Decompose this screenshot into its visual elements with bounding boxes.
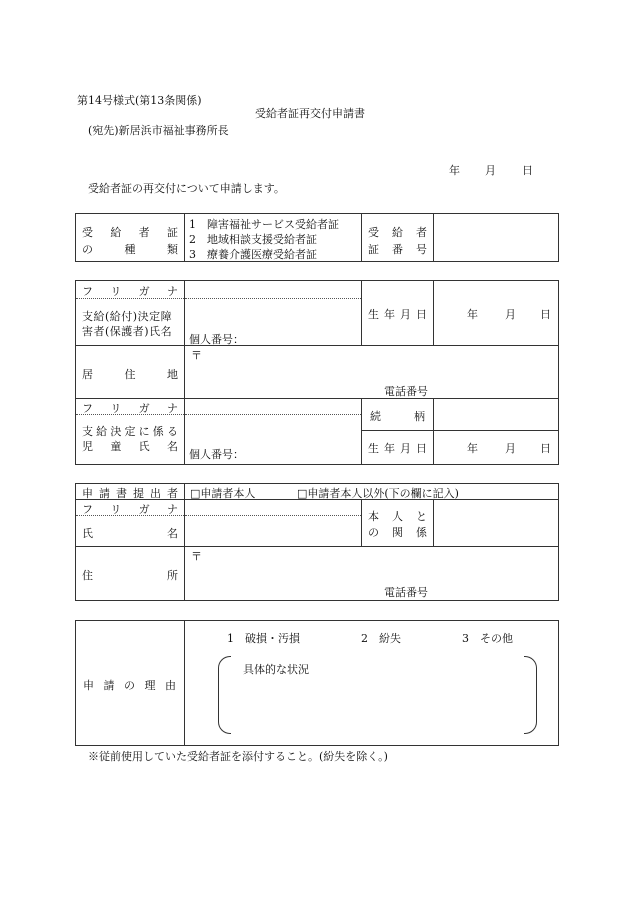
name-char: 名 [167,527,178,540]
birth-char: 月 [400,308,411,321]
reason-option-lost[interactable]: 2 紛失 [361,632,401,645]
relationship-char: 続 [370,410,381,423]
submitter-address-label-cell [76,547,185,601]
child-name-label-cell [76,399,185,465]
child-label-char: 給 [96,425,108,438]
child-birth-field[interactable] [434,431,559,465]
intro-text: 受給者証の再交付について申請します。 [88,182,285,195]
birth-char: 日 [416,442,427,455]
birth-char: 生 [368,308,379,321]
form-number: 第14号様式(第13条関係) [77,94,202,107]
birth-char: 月 [400,442,411,455]
certificate-number-label-cell [362,214,434,262]
birth-year-label: 年 [467,308,478,321]
furigana-char: ガ [138,503,150,516]
certificate-type-label-cell [76,214,185,262]
postal-mark: 〒 [191,349,202,362]
relationship-char: 柄 [414,410,425,423]
cert-num-char: 給 [392,226,403,239]
birth-char: 年 [384,308,395,321]
address-char: 居 [82,368,93,381]
cert-type-char: 給 [110,226,122,239]
cert-type-char: 受 [82,226,93,239]
child-personal-number-label: 個人番号： [189,448,244,461]
address-char: 住 [124,368,136,381]
cert-type-char: 者 [138,226,150,239]
cert-num-char: 番 [392,243,403,256]
furigana-char: ガ [138,285,150,298]
cert-type-char: の [82,243,93,256]
submitter-char: 書 [116,487,127,500]
birth-day-label: 日 [540,308,551,321]
bracket-left [218,656,231,734]
submitter-char: 請 [99,487,110,500]
cert-num-char: 受 [368,226,379,239]
date-year-label: 年 [449,164,460,177]
furigana-char: リ [110,285,122,298]
child-label-char: 定 [124,425,136,438]
reason-char: 申 [83,679,94,692]
submitter-table [75,483,559,601]
child-name-field[interactable] [185,399,362,465]
reason-char: 理 [144,679,156,692]
child-birth-month-label: 月 [505,442,516,455]
child-birth-label-cell [362,431,434,465]
cert-num-char: 証 [368,243,379,256]
submitter-name-label-cell [76,500,185,547]
reason-char: の [124,679,135,692]
reason-char: 由 [165,679,176,692]
birth-month-label: 月 [505,308,516,321]
address-char: 所 [167,569,178,582]
child-label-char: 氏 [138,440,150,453]
child-label-char: 名 [166,440,178,453]
cert-option-3: 3 療養介護医療受給者証 [189,248,317,261]
reason-table [75,620,559,746]
bracket-right [524,656,537,734]
child-label-char: る [166,425,178,438]
date-day-label: 日 [522,164,533,177]
cert-option-2: 2 地域相談支援受給者証 [189,233,317,246]
relation-char: の [368,526,379,539]
submitter-relation-label-cell [362,500,434,547]
form-title: 受給者証再交付申請書 [255,107,365,120]
child-label-char: 児 [82,440,93,453]
certificate-number-field[interactable] [434,214,559,262]
cert-type-char: 種 [124,243,136,256]
recipient-name-label-2: 害者(保護者)氏名 [82,325,173,338]
cert-type-char: 証 [166,226,178,239]
furigana-char: ナ [166,503,178,516]
submitter-self-checkbox[interactable]: □申請者本人 [190,487,256,500]
furigana-char: フ [82,285,93,298]
child-relationship-label-cell [362,399,434,431]
recipient-birth-label-cell [362,281,434,346]
recipient-address-field[interactable] [185,346,559,399]
certificate-table [75,213,559,262]
child-birth-day-label: 日 [540,442,551,455]
submitter-relation-field[interactable] [434,500,559,547]
cert-num-char: 者 [416,226,427,239]
furigana-char: フ [82,402,93,415]
cert-type-char: 類 [167,243,178,256]
reason-option-other[interactable]: 3 その他 [462,632,513,645]
footnote: ※従前使用していた受給者証を添付すること。(紛失を除く。) [88,750,388,763]
child-relationship-field[interactable] [434,399,559,431]
submitter-char: 者 [167,487,178,500]
relation-char: と [416,510,427,523]
child-label-char: 係 [152,425,164,438]
certificate-options-cell [185,214,362,262]
address-char: 住 [82,569,93,582]
recipient-name-field[interactable] [185,281,362,346]
submitter-char: 出 [150,487,161,500]
birth-char: 生 [368,442,379,455]
furigana-char: ガ [138,402,150,415]
cert-option-1: 1 障害福祉サービス受給者証 [189,218,339,231]
recipient-name-label-1: 支給(給付)決定障 [82,310,173,323]
addressee: (宛先)新居浜市福祉事務所長 [88,124,229,137]
recipient-table [75,280,559,465]
submitter-phone-label: 電話番号 [384,586,428,599]
reason-field[interactable] [185,621,559,746]
birth-char: 年 [384,442,395,455]
postal-mark: 〒 [191,550,202,563]
recipient-phone-label: 電話番号 [384,385,428,398]
recipient-personal-number-label: 個人番号： [189,333,244,346]
child-label-char: 決 [110,425,122,438]
relation-char: 係 [416,526,427,539]
furigana-char: リ [110,402,122,415]
recipient-address-label-cell [76,346,185,399]
furigana-char: フ [82,503,93,516]
submitter-label-cell [76,484,185,500]
submitter-char: 申 [82,487,93,500]
child-label-char: 童 [110,440,122,453]
recipient-name-label-cell [76,281,185,346]
child-label-char: に [138,425,150,438]
reason-option-damage[interactable]: 1 破損・汚損 [227,632,300,645]
birth-char: 日 [416,308,427,321]
relation-char: 本 [368,510,379,523]
reason-label-cell [76,621,185,746]
name-char: 氏 [82,527,93,540]
recipient-birth-field[interactable] [434,281,559,346]
detail-label: 具体的な状況 [243,663,309,676]
child-label-char: 支 [82,425,93,438]
date-month-label: 月 [485,164,496,177]
submitter-char: 提 [133,487,144,500]
submitter-other-checkbox[interactable]: □申請者本人以外(下の欄に記入) [297,487,459,500]
relation-char: 人 [392,510,403,523]
child-birth-year-label: 年 [467,442,478,455]
submitter-options-cell [185,484,559,500]
address-char: 地 [167,368,178,381]
cert-num-char: 号 [416,243,427,256]
furigana-char: リ [110,503,122,516]
reason-char: 請 [103,679,115,692]
furigana-char: ナ [166,402,178,415]
relation-char: 関 [392,526,403,539]
submitter-address-field[interactable] [185,547,559,601]
furigana-char: ナ [166,285,178,298]
submitter-name-field[interactable] [185,500,362,547]
